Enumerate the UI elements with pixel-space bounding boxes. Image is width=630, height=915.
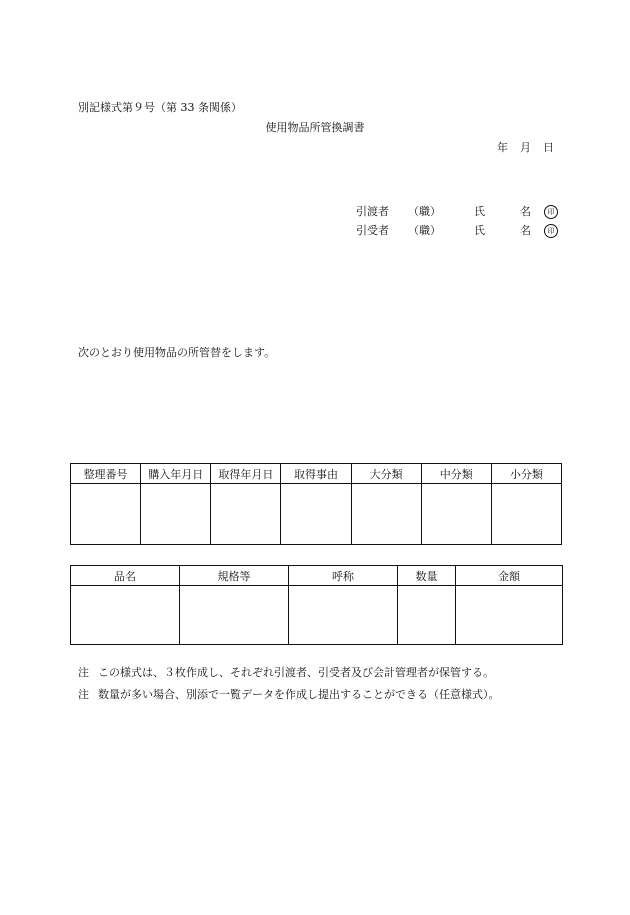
column-header-amount: 金額: [456, 566, 563, 586]
table-cell[interactable]: [398, 586, 456, 645]
column-header-major-category: 大分類: [351, 464, 421, 484]
column-header-designation: 呼称: [289, 566, 398, 586]
seal-icon: 印: [544, 224, 558, 238]
note-text: 数量が多い場合、別添で一覧データを作成し提出することができる（任意様式）。: [98, 688, 500, 701]
seal-icon: 印: [544, 205, 558, 219]
table-row: [71, 484, 562, 545]
column-header-middle-category: 中分類: [421, 464, 491, 484]
table-cell[interactable]: [71, 586, 180, 645]
document-title: 使用物品所管換調書: [265, 121, 365, 134]
note-item: [78, 688, 500, 702]
column-header-item-name: 品名: [71, 566, 180, 586]
party-given-name-label: 名: [520, 205, 531, 218]
column-header-minor-category: 小分類: [491, 464, 561, 484]
table-header-row: [71, 464, 562, 484]
party-row-deliverer: [356, 205, 562, 219]
party-role: 引受者: [356, 224, 389, 237]
item-detail-table: [70, 565, 563, 645]
table-cell[interactable]: [71, 484, 141, 545]
classification-table: [70, 463, 562, 545]
table-cell[interactable]: [211, 484, 281, 545]
form-number: 別記様式第９号（第 33 条関係）: [78, 101, 242, 114]
table-cell[interactable]: [421, 484, 491, 545]
column-header-acquisition-reason: 取得事由: [281, 464, 351, 484]
table-header-row: [71, 566, 563, 586]
party-position-label: （職）: [408, 224, 441, 237]
column-header-purchase-date: 購入年月日: [141, 464, 211, 484]
table-cell[interactable]: [351, 484, 421, 545]
note-mark: 注: [78, 688, 89, 701]
table-row: [71, 586, 563, 645]
table-cell[interactable]: [141, 484, 211, 545]
column-header-reference-number: 整理番号: [71, 464, 141, 484]
column-header-acquisition-date: 取得年月日: [211, 464, 281, 484]
note-mark: 注: [78, 666, 89, 679]
table-cell[interactable]: [281, 484, 351, 545]
party-row-receiver: [356, 224, 562, 238]
party-role: 引渡者: [356, 205, 389, 218]
column-header-quantity: 数量: [398, 566, 456, 586]
date-month-label: 月: [520, 141, 531, 154]
date-day-label: 日: [543, 141, 554, 154]
party-given-name-label: 名: [520, 224, 531, 237]
party-surname-label: 氏: [474, 205, 485, 218]
party-position-label: （職）: [408, 205, 441, 218]
table-cell[interactable]: [456, 586, 563, 645]
statement-text: 次のとおり使用物品の所管替をします。: [78, 346, 276, 359]
table-cell[interactable]: [180, 586, 289, 645]
party-surname-label: 氏: [474, 224, 485, 237]
table-cell[interactable]: [289, 586, 398, 645]
note-text: この様式は、３枚作成し、それぞれ引渡者、引受者及び会計管理者が保管する。: [98, 666, 494, 679]
table-cell[interactable]: [491, 484, 561, 545]
note-item: [78, 666, 494, 680]
date-line: [497, 141, 554, 155]
column-header-specification: 規格等: [180, 566, 289, 586]
date-year-label: 年: [497, 141, 508, 154]
